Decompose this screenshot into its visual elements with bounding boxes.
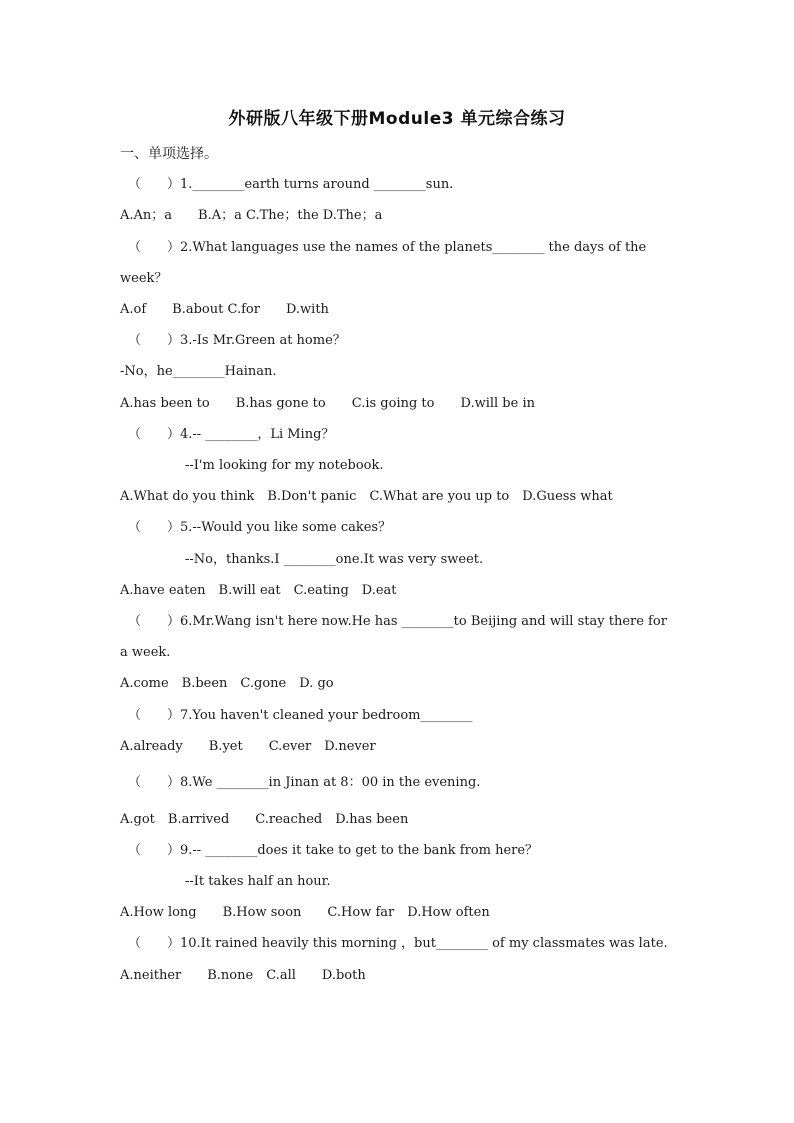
question-9-reply: --It takes half an hour. [185, 874, 331, 889]
question-6-cont: a week. [120, 645, 171, 660]
question-1: （ ）1.________earth turns around ________sun. [128, 177, 454, 192]
options-5: A.have eaten B.will eat C.eating D.eat [120, 583, 397, 598]
question-4-reply: --I'm looking for my notebook. [185, 458, 384, 473]
options-6: A.come B.been C.gone D. go [120, 676, 334, 691]
question-3: （ ）3.-Is Mr.Green at home？ [128, 333, 346, 348]
options-9: A.How long B.How soon C.How far D.How often [120, 905, 490, 920]
options-8: A.got B.arrived C.reached D.has been [120, 812, 409, 827]
options-10: A.neither B.none C.all D.both [120, 968, 366, 983]
question-6: （ ）6.Mr.Wang isn't here now.He has ________to Beijing and will stay there for [128, 614, 667, 629]
options-1: A.An；a B.A；a C.The；the D.The；a [120, 208, 383, 223]
options-2: A.of B.about C.for D.with [120, 302, 329, 317]
question-2: （ ）2.What languages use the names of the planets________ the days of the [128, 240, 647, 255]
question-7: （ ）7.You haven't cleaned your bedroom________ [128, 708, 473, 723]
options-3: A.has been to B.has gone to C.is going to D.will be in [120, 396, 535, 411]
question-2-cont: week？ [120, 271, 168, 286]
question-3-reply: -No，he________Hainan. [120, 364, 277, 379]
options-7: A.already B.yet C.ever D.never [120, 739, 376, 754]
question-9: （ ）9.-- ________does it take to get to the bank from here？ [128, 843, 539, 858]
question-5: （ ）5.--Would you like some cakes？ [128, 520, 392, 535]
question-5-reply: --No，thanks.I ________one.It was very sweet. [185, 552, 484, 567]
section-heading: 一、单项选择。 [120, 146, 218, 162]
question-8: （ ）8.We ________in Jinan at 8：00 in the evening. [128, 775, 481, 790]
document-title: 外研版八年级下册Module3 单元综合练习 [228, 109, 566, 129]
question-4: （ ）4.-- ________，Li Ming？ [128, 427, 335, 442]
question-10: （ ）10.It rained heavily this morning ，but________ of my classmates was late. [128, 936, 668, 951]
options-4: A.What do you think B.Don't panic C.What are you up to D.Guess what [120, 489, 613, 504]
